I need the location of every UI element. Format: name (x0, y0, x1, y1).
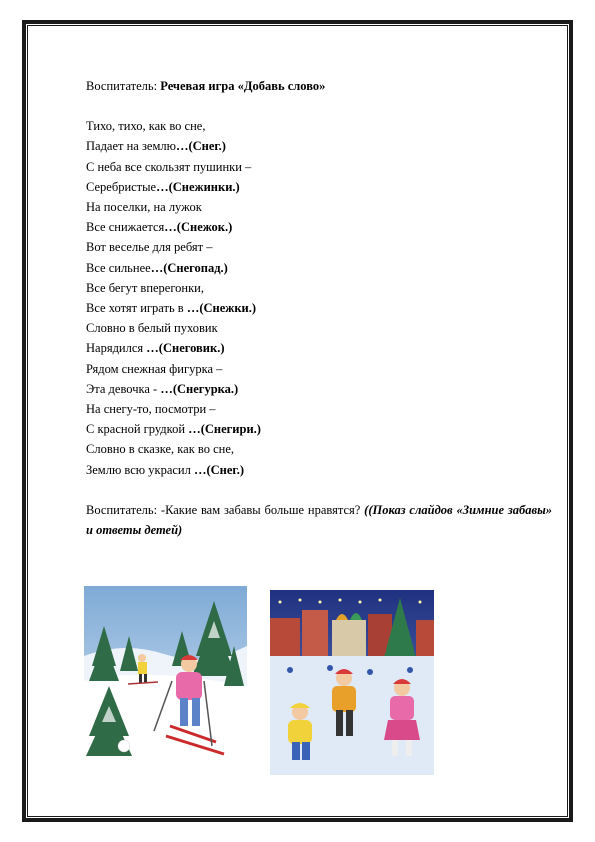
poem-line-text: Все сильнее (86, 260, 151, 275)
poem-line (86, 258, 552, 278)
poem-line-text: На поселки, на лужок (86, 200, 202, 215)
poem-line (86, 197, 552, 217)
skiing-illustration (84, 586, 247, 772)
poem-line (86, 298, 552, 318)
poem-line-text: Землю всю украсил (86, 462, 194, 477)
poem-line (86, 338, 552, 358)
poem-line (86, 237, 552, 257)
poem-line-text: Эта девочка - (86, 381, 161, 396)
poem-answer: …(Снегопад.) (150, 260, 228, 275)
poem-answer: …(Снежинки.) (156, 179, 240, 194)
poem-line-text: Все хотят играть в (86, 301, 187, 316)
skating-illustration (270, 590, 434, 775)
poem-line (86, 116, 552, 136)
poem-line-text: Рядом снежная фигурка – (86, 361, 223, 376)
poem-line-text: Нарядился (86, 341, 147, 356)
poem-line (86, 359, 552, 379)
poem-line-text: Все снижается (86, 220, 165, 235)
poem-answer: …(Снежок.) (164, 220, 233, 235)
poem-line-text: Все бегут вперегонки, (86, 280, 204, 295)
poem-answer: …(Снег.) (193, 462, 244, 477)
question-prefix: Воспитатель: -Какие вам забавы больше нравятся? (86, 502, 365, 517)
heading (86, 76, 552, 96)
poem-answer: …(Снегири.) (188, 422, 261, 437)
poem-line (86, 379, 552, 399)
poem-answer: …(Снежки.) (186, 301, 257, 316)
poem-line-text: Словно в сказке, как во сне, (86, 442, 235, 457)
poem-line (86, 157, 552, 177)
poem-line-text: Падает на землю (86, 139, 176, 154)
heading-prefix: Воспитатель: (86, 79, 161, 93)
poem-answer: …(Снег.) (175, 139, 226, 154)
poem-answer: …(Снегурка.) (160, 381, 239, 396)
poem-line (86, 460, 552, 480)
poem-line (86, 439, 552, 459)
poem-line (86, 278, 552, 298)
poem-line (86, 399, 552, 419)
document-body (86, 76, 552, 540)
poem-answer: …(Снеговик.) (146, 341, 225, 356)
poem-line-text: Тихо, тихо, как во сне, (86, 119, 206, 134)
poem-line (86, 318, 552, 338)
teacher-question (86, 500, 552, 540)
poem-line (86, 136, 552, 156)
poem-line-text: Словно в белый пуховик (86, 321, 218, 336)
heading-title: Речевая игра «Добавь слово» (160, 79, 326, 93)
poem-line-text: Вот веселье для ребят – (86, 240, 213, 255)
poem-line-text: Серебристые (86, 179, 157, 194)
question-note: ((Показ слайдов «Зимние забавы» и ответы детей) (86, 502, 552, 537)
poem-line (86, 419, 552, 439)
poem-line-text: С красной грудкой (86, 422, 189, 437)
poem-line-text: С неба все скользят пушинки – (86, 159, 252, 174)
poem-line (86, 177, 552, 197)
poem-line-text: На снегу-то, посмотри – (86, 402, 216, 417)
poem (86, 116, 552, 480)
poem-line (86, 217, 552, 237)
